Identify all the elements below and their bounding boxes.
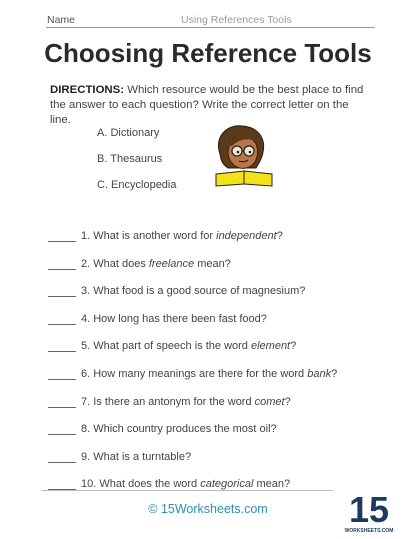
answer-options [97, 126, 177, 204]
question-9: 9. What is a turntable? [48, 450, 378, 478]
question-2: 2. What does freelance mean? [48, 257, 378, 285]
directions [50, 83, 370, 128]
question-10: 10. What does the word categorical mean? [48, 477, 378, 505]
answer-blank[interactable] [48, 462, 76, 463]
answer-blank[interactable] [48, 324, 76, 325]
answer-blank[interactable] [48, 241, 76, 242]
directions-text: Which resource would be the best place to find the answer to each question? Write the correct letter on the line. [50, 84, 364, 126]
option-dictionary: A. Dictionary [97, 127, 160, 139]
answer-blank[interactable] [48, 379, 76, 380]
answer-blank[interactable] [48, 434, 76, 435]
girl-reading-illustration [208, 124, 280, 188]
name-label: Name [47, 14, 76, 26]
15worksheets-logo [344, 484, 394, 536]
name-line [46, 27, 375, 28]
page-title: Choosing Reference Tools [44, 38, 372, 68]
answer-blank[interactable] [48, 296, 76, 297]
question-5: 5. What part of speech is the word element? [48, 339, 378, 367]
option-encyclopedia: C. Encyclopedia [97, 179, 177, 191]
answer-blank[interactable] [48, 269, 76, 270]
option-thesaurus: B. Thesaurus [97, 153, 163, 165]
question-8: 8. Which country produces the most oil? [48, 422, 378, 450]
question-1: 1. What is another word for independent? [48, 229, 378, 257]
question-3: 3. What food is a good source of magnesium? [48, 284, 378, 312]
directions-label: DIRECTIONS: [50, 84, 125, 96]
question-6: 6. How many meanings are there for the word bank? [48, 367, 378, 395]
answer-blank[interactable] [48, 407, 76, 408]
logo-subtext: WORKSHEETS.COM [344, 528, 394, 534]
worksheet-topic: Using References Tools [181, 14, 292, 26]
footer-divider [42, 490, 333, 491]
question-list [48, 229, 378, 505]
footer-copyright[interactable]: © 15Worksheets.com [148, 502, 268, 516]
answer-blank[interactable] [48, 351, 76, 352]
question-7: 7. Is there an antonym for the word comet? [48, 395, 378, 423]
question-4: 4. How long has there been fast food? [48, 312, 378, 340]
logo-number: 15 [348, 489, 390, 530]
